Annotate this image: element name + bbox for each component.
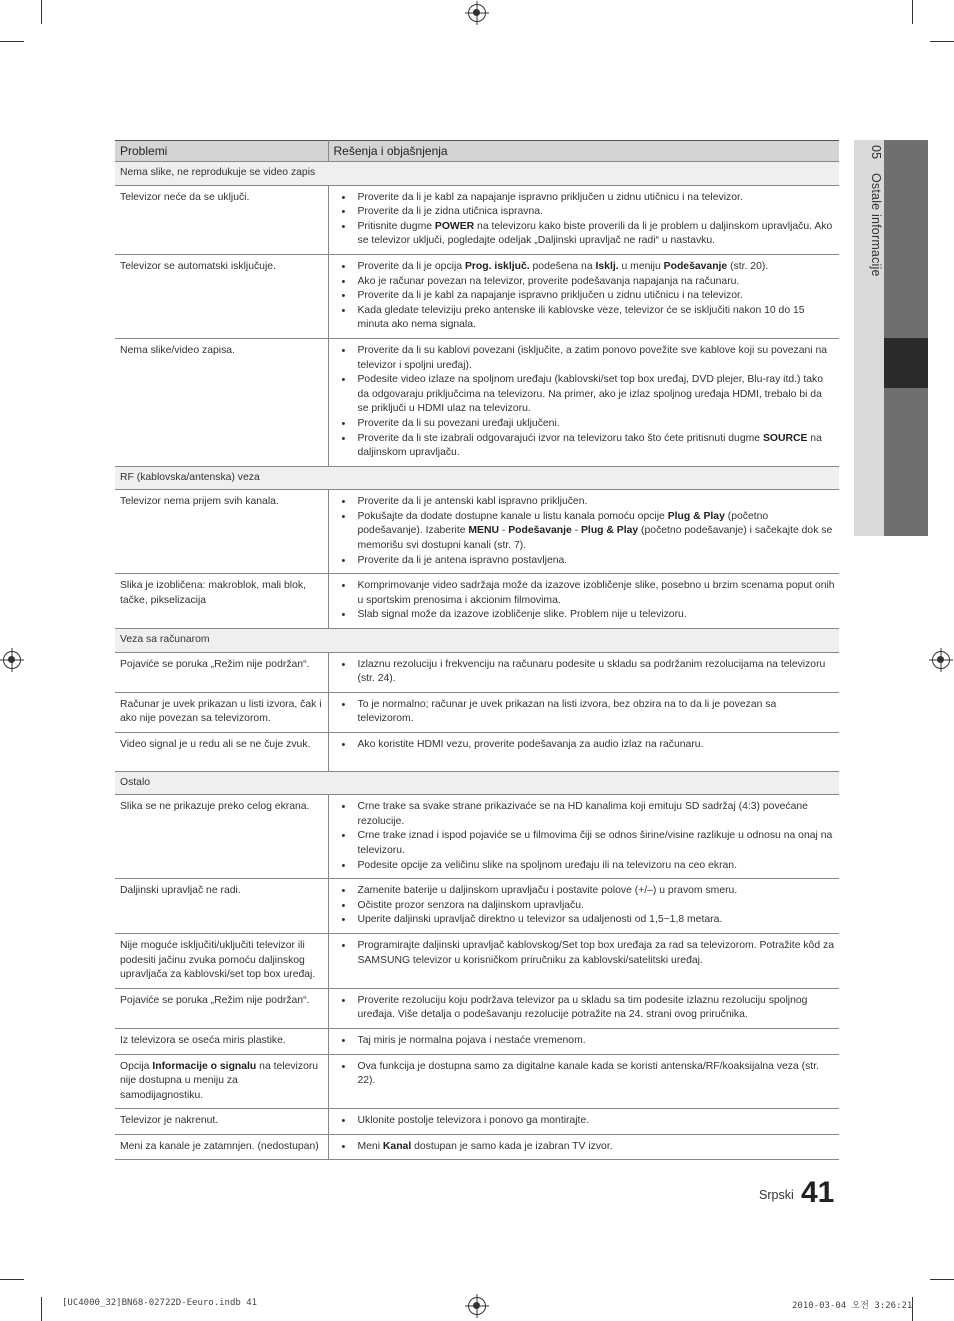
- solution-item: • Proverite da li su kablovi povezani (isključite, a zatim ponovo povežite sve kablove koji su povezani na televizor i spoljni uređaj).: [334, 344, 836, 373]
- table-row: [115, 1134, 839, 1160]
- solution-cell: [328, 933, 839, 988]
- footer-language: Srpski: [759, 1188, 794, 1202]
- imprint-date: 2010-03-04 오전 3:26:21: [792, 1301, 913, 1311]
- table-row: [115, 254, 839, 338]
- table-row: [115, 185, 839, 254]
- table-row: [115, 692, 839, 732]
- solution-cell: [328, 1109, 839, 1135]
- solution-cell: [328, 490, 839, 574]
- solution-item: • To je normalno; računar je uvek prikazan na listi izvora, bez obzira na to da li je povezan sa televizorom.: [334, 698, 836, 727]
- problem-cell: Televizor nema prijem svih kanala.: [115, 490, 328, 574]
- crop-mark: [930, 41, 954, 42]
- solution-item: • Izlaznu rezoluciju i frekvenciju na računaru podesite u skladu sa podržanim rezolucijama na televizoru (str. 24).: [334, 658, 836, 687]
- solution-item: • Proverite da li je zidna utičnica ispravna.: [334, 205, 836, 220]
- solution-cell: [328, 733, 839, 772]
- solution-item: • Pokušajte da dodate dostupne kanale u listu kanala pomoću opcije Plug & Play (početno podešavanje). Izaberite MENU - Podešavanje - Plug & Play (početno podešavanje) i sačekajte dok se memorišu svi dostupni kanali (str. 7).: [334, 510, 836, 554]
- solution-item: • Komprimovanje video sadržaja može da izazove izobličenje slike, posebno u brzim scenama poput onih u sportskim prenosima i akcionim filmovima.: [334, 579, 836, 608]
- table-row: [115, 652, 839, 692]
- solution-list: [334, 800, 836, 873]
- solution-item: • Proverite da li ste izabrali odgovarajući izvor na televizoru tako što ćete pritisnuti dugme SOURCE na daljinskom upravljaču.: [334, 432, 836, 461]
- solution-item: • Ako je računar povezan na televizor, proverite podešavanja napajanja na računaru.: [334, 275, 836, 290]
- table-row: [115, 1054, 839, 1109]
- solution-list: [334, 994, 836, 1023]
- solution-item: • Proverite rezoluciju koju podržava televizor pa u skladu sa tim podesite izlaznu rezoluciju spoljnog uređaja. Više detalja o podešavanju rezolucije potražite na 24. strani ovog priručnika.: [334, 994, 836, 1023]
- problem-cell: Nije moguće isključiti/uključiti televizor ili podesiti jačinu zvuka pomoću daljinskog upravljača za kablovski/set top box uređaj.: [115, 933, 328, 988]
- solution-item: • Proverite da li je kabl za napajanje ispravno priključen u zidnu utičnicu i na televizor.: [334, 191, 836, 206]
- solution-item: • Slab signal može da izazove izobličenje slike. Problem nije u televizoru.: [334, 608, 836, 623]
- chapter-title: Ostale informacije: [869, 173, 883, 277]
- solution-item: • Podesite opcije za veličinu slike na spoljnom uređaju ili na televizoru na ceo ekran.: [334, 859, 836, 874]
- problem-cell: Televizor se automatski isključuje.: [115, 254, 328, 338]
- solution-item: • Uklonite postolje televizora i ponovo ga montirajte.: [334, 1114, 836, 1129]
- table-row: [115, 879, 839, 934]
- solution-item: • Proverite da li je opcija Prog. isključ. podešena na Isklj. u meniju Podešavanje (str. 20).: [334, 260, 836, 275]
- solution-item: • Podesite video izlaze na spoljnom uređaju (kablovski/set top box uređaj, DVD plejer, Blu-ray itd.) tako da odgovaraju priključcima na televizoru. Na primer, ako je izlaz spoljnog uređaja HDMI, trebalo bi da se priključi u HDMI ulaz na televizoru.: [334, 373, 836, 417]
- section-header-row: [115, 466, 839, 490]
- table-row: [115, 988, 839, 1028]
- crop-mark: [930, 1279, 954, 1280]
- solution-cell: [328, 988, 839, 1028]
- section-title: Ostalo: [115, 771, 839, 795]
- section-title: Nema slike, ne reprodukuje se video zapis: [115, 162, 839, 186]
- registration-mark-icon: [468, 4, 486, 22]
- registration-mark-icon: [3, 651, 21, 669]
- solution-list: [334, 495, 836, 568]
- solution-item: • Proverite da li je kabl za napajanje ispravno priključen u zidnu utičnicu i na televizor.: [334, 289, 836, 304]
- solution-list: [334, 738, 836, 753]
- solution-item: • Očistite prozor senzora na daljinskom upravljaču.: [334, 899, 836, 914]
- table-row: [115, 1109, 839, 1135]
- solution-item: • Uperite daljinski upravljač direktno u televizor sa udaljenosti od 1,5~1,8 metara.: [334, 913, 836, 928]
- solution-cell: [328, 879, 839, 934]
- solution-item: • Meni Kanal dostupan je samo kada je izabran TV izvor.: [334, 1140, 836, 1155]
- table-body: [115, 162, 839, 1160]
- chapter-label: [855, 145, 883, 445]
- table-row: [115, 933, 839, 988]
- solution-cell: [328, 1054, 839, 1109]
- section-title: RF (kablovska/antenska) veza: [115, 466, 839, 490]
- problem-cell: Pojaviće se poruka „Režim nije podržan“.: [115, 652, 328, 692]
- solution-list: [334, 658, 836, 687]
- crop-mark: [912, 0, 913, 24]
- solution-list: [334, 1114, 836, 1129]
- solution-cell: [328, 1028, 839, 1054]
- solution-item: • Kada gledate televiziju preko antenske ili kablovske veze, televizor će se isključiti nakon 10 do 15 minuta ako nema signala.: [334, 304, 836, 333]
- problem-cell: Opcija Informacije o signalu na televizoru nije dostupna u meniju za samodijagnostiku.: [115, 1054, 328, 1109]
- solution-cell: [328, 1134, 839, 1160]
- table-row: [115, 490, 839, 574]
- solution-item: • Proverite da li je antena ispravno postavljena.: [334, 554, 836, 569]
- registration-mark-icon: [468, 1297, 486, 1315]
- problem-cell: Računar je uvek prikazan u listi izvora, čak i ako nije povezan sa televizorom.: [115, 692, 328, 732]
- solution-cell: [328, 338, 839, 466]
- table-row: [115, 795, 839, 879]
- solution-item: • Proverite da li je antenski kabl ispravno priključen.: [334, 495, 836, 510]
- table-row: [115, 338, 839, 466]
- solution-list: [334, 1140, 836, 1155]
- problem-cell: Slika je izobličena: makroblok, mali blok, tačke, pikselizacija: [115, 574, 328, 629]
- section-header-row: [115, 771, 839, 795]
- crop-mark: [0, 41, 24, 42]
- solution-list: [334, 191, 836, 249]
- solution-cell: [328, 254, 839, 338]
- solution-item: • Taj miris je normalna pojava i nestaće vremenom.: [334, 1034, 836, 1049]
- chapter-tab-marker: [884, 338, 928, 388]
- table-header-row: [115, 141, 839, 162]
- solution-item: • Ako koristite HDMI vezu, proverite podešavanja za audio izlaz na računaru.: [334, 738, 836, 753]
- solution-cell: [328, 574, 839, 629]
- troubleshooting-table: [115, 140, 839, 1160]
- solution-list: [334, 698, 836, 727]
- solution-item: • Zamenite baterije u daljinskom upravljaču i postavite polove (+/–) u pravom smeru.: [334, 884, 836, 899]
- table-row: [115, 574, 839, 629]
- section-header-row: [115, 162, 839, 186]
- solution-cell: [328, 185, 839, 254]
- problem-cell: Televizor je nakrenut.: [115, 1109, 328, 1135]
- crop-mark: [0, 1279, 24, 1280]
- section-title: Veza sa računarom: [115, 629, 839, 653]
- solution-item: • Crne trake sa svake strane prikazivaće se na HD kanalima koji emituju SD sadržaj (4:3) povećane rezolucije.: [334, 800, 836, 829]
- section-header-row: [115, 629, 839, 653]
- table-row: [115, 733, 839, 772]
- problem-cell: Televizor neće da se uključi.: [115, 185, 328, 254]
- solution-cell: [328, 795, 839, 879]
- solution-item: • Programirajte daljinski upravljač kablovskog/Set top box uređaja za rad sa televizorom. Potražite kôd za SAMSUNG televizor u korisničkom priručniku za kablovski/satelitski uređaj.: [334, 939, 836, 968]
- column-header-solutions: Rešenja i objašnjenja: [328, 141, 839, 162]
- solution-list: [334, 260, 836, 333]
- imprint-file: [UC4000_32]BN68-02722D-Eeuro.indb 41: [62, 1298, 258, 1308]
- problem-cell: Iz televizora se oseća miris plastike.: [115, 1028, 328, 1054]
- crop-mark: [41, 1297, 42, 1321]
- solution-item: • Crne trake iznad i ispod pojaviće se u filmovima čiji se odnos širine/visine razlikuje u odnosu na onaj na televizoru.: [334, 829, 836, 858]
- registration-mark-icon: [932, 651, 950, 669]
- table-row: [115, 1028, 839, 1054]
- solution-item: • Proverite da li su povezani uređaji uključeni.: [334, 417, 836, 432]
- problem-cell: Slika se ne prikazuje preko celog ekrana.: [115, 795, 328, 879]
- solution-list: [334, 939, 836, 968]
- problem-cell: Video signal je u redu ali se ne čuje zvuk.: [115, 733, 328, 772]
- solution-item: • Ova funkcija je dostupna samo za digitalne kanale kada se koristi antenska/RF/koaksijalna veza (str. 22).: [334, 1060, 836, 1089]
- solution-list: [334, 579, 836, 623]
- solution-item: • Pritisnite dugme POWER na televizoru kako biste proverili da li je problem u daljinskom upravljaču. Ako se televizor uključi, pogledajte odeljak „Daljinski upravljač ne radi“ u nastavku.: [334, 220, 836, 249]
- column-header-problems: Problemi: [115, 141, 328, 162]
- page-number: 41: [801, 1176, 835, 1209]
- solution-cell: [328, 652, 839, 692]
- solution-list: [334, 1034, 836, 1049]
- chapter-number: 05: [869, 145, 883, 160]
- problem-cell: Nema slike/video zapisa.: [115, 338, 328, 466]
- solution-list: [334, 344, 836, 461]
- crop-mark: [41, 0, 42, 24]
- solution-list: [334, 884, 836, 928]
- solution-list: [334, 1060, 836, 1089]
- problem-cell: Meni za kanale je zatamnjen. (nedostupan): [115, 1134, 328, 1160]
- problem-cell: Daljinski upravljač ne radi.: [115, 879, 328, 934]
- problem-cell: Pojaviće se poruka „Režim nije podržan“.: [115, 988, 328, 1028]
- solution-cell: [328, 692, 839, 732]
